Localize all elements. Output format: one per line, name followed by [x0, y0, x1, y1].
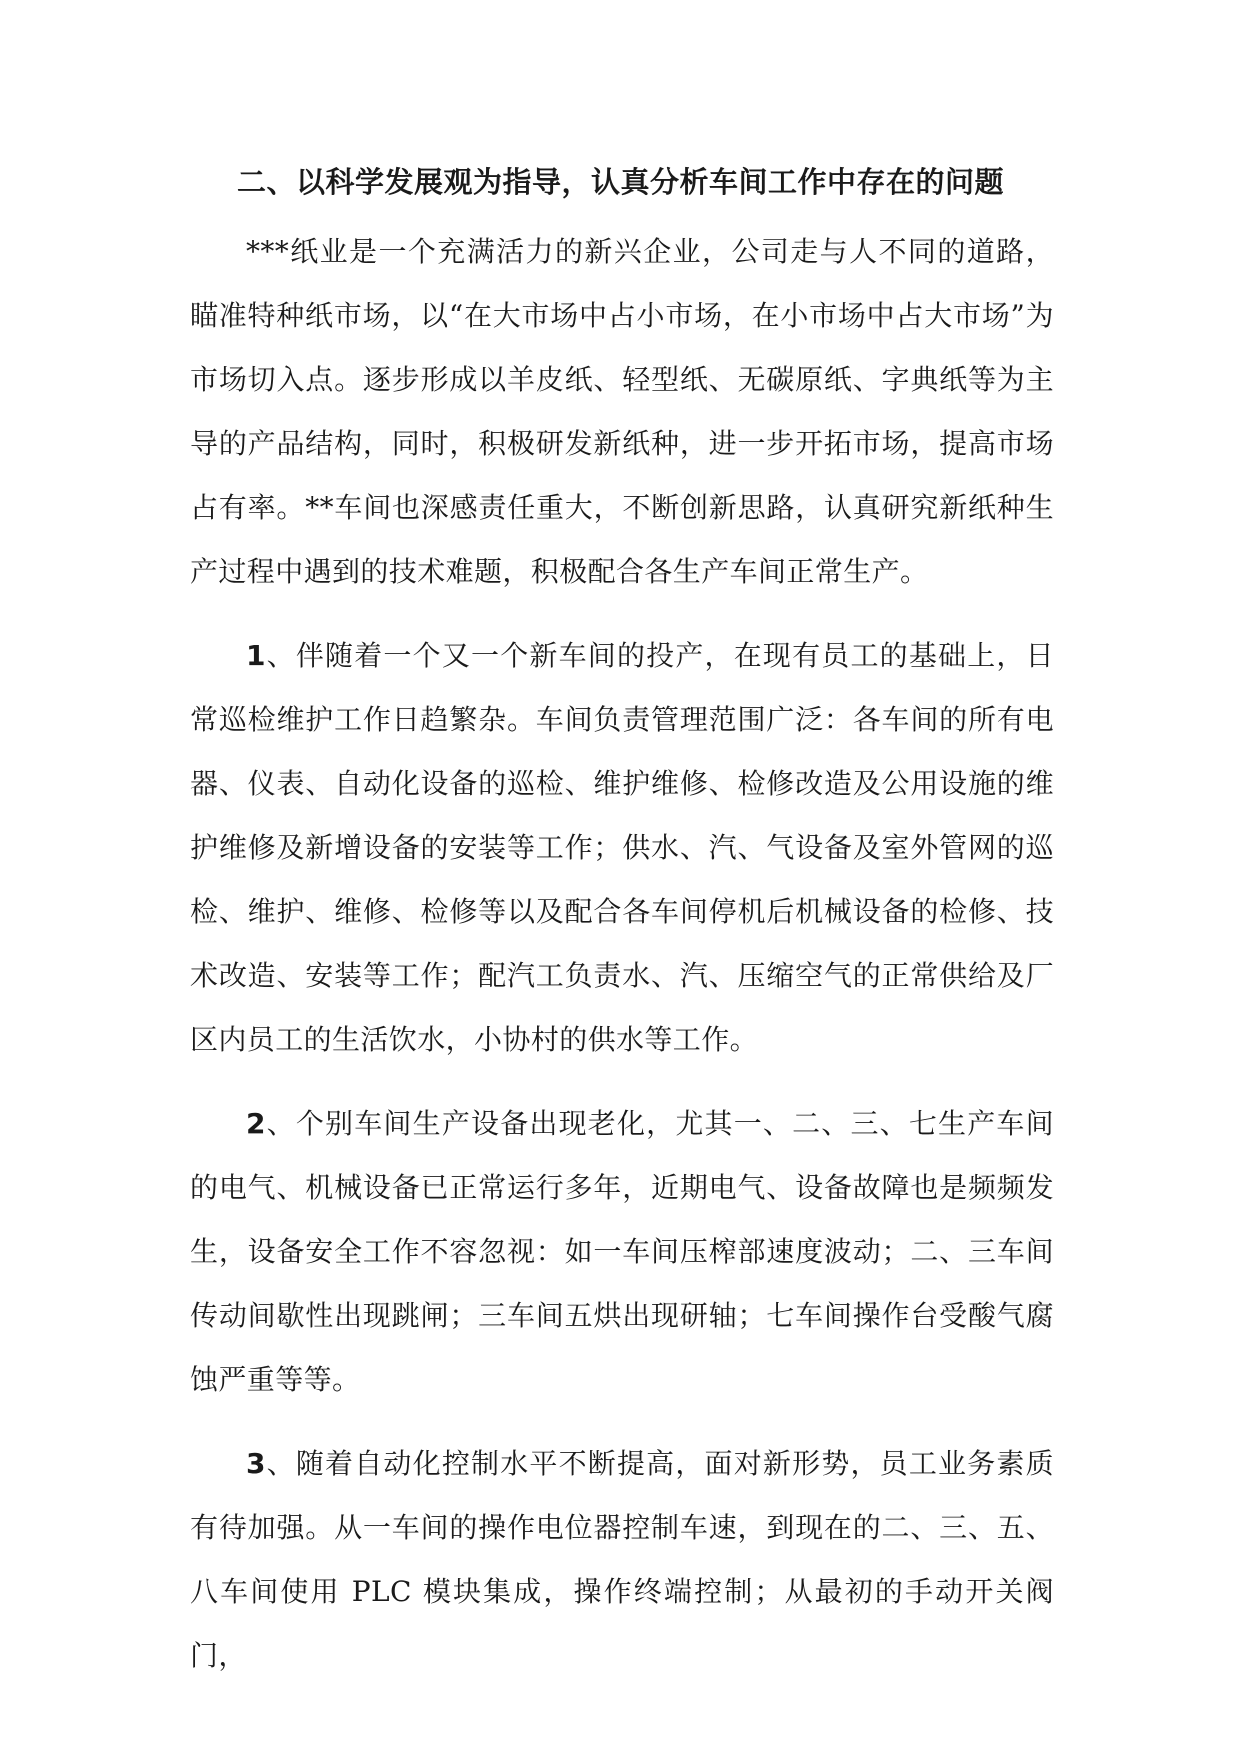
paragraph-1 — [190, 624, 1054, 1072]
paragraph-3 — [190, 1432, 1054, 1688]
paragraph-text: 、伴随着一个又一个新车间的投产，在现有员工的基础上，日常巡检维护工作日趋繁杂。车间负责管理范围广泛：各车间的所有电器、仪表、自动化设备的巡检、维护维修、检修改造及公用设施的维护维修及新增设备的安装等工作；供水、汽、气设备及室外管网的巡检、维护、维修、检修等以及配合各车间停机后机械设备的检修、技术改造、安装等工作；配汽工负责水、汽、压缩空气的正常供给及厂区内员工的生活饮水，小协村的供水等工作。 — [190, 639, 1054, 1056]
paragraph-text: 、个别车间生产设备出现老化，尤其一、二、三、七生产车间的电气、机械设备已正常运行多年，近期电气、设备故障也是频频发生，设备安全工作不容忽视：如一车间压榨部速度波动；二、三车间传动间歇性出现跳闸；三车间五烘出现研轴；七车间操作台受酸气腐蚀严重等等。 — [190, 1107, 1054, 1396]
paragraph-intro — [190, 220, 1054, 604]
paragraph-number: 3 — [246, 1447, 266, 1480]
paragraph-text: ***纸业是一个充满活力的新兴企业，公司走与人不同的道路，瞄准特种纸市场，以“在大市场中占小市场，在小市场中占大市场”为市场切入点。逐步形成以羊皮纸、轻型纸、无碳原纸、字典纸等为主导的产品结构，同时，积极研发新纸种，进一步开拓市场，提高市场占有率。**车间也深感责任重大，不断创新思路，认真研究新纸种生产过程中遇到的技术难题，积极配合各生产车间正常生产。 — [190, 235, 1054, 588]
body-text — [190, 220, 1054, 1708]
section-heading: 二、以科学发展观为指导，认真分析车间工作中存在的问题 — [236, 165, 1004, 199]
paragraph-2 — [190, 1092, 1054, 1412]
paragraph-number: 1 — [246, 639, 266, 672]
paragraph-text: 、随着自动化控制水平不断提高，面对新形势，员工业务素质有待加强。从一车间的操作电位器控制车速，到现在的二、三、五、八车间使用 PLC 模块集成，操作终端控制；从最初的手动开关阀门， — [190, 1447, 1054, 1672]
paragraph-number: 2 — [246, 1107, 266, 1140]
